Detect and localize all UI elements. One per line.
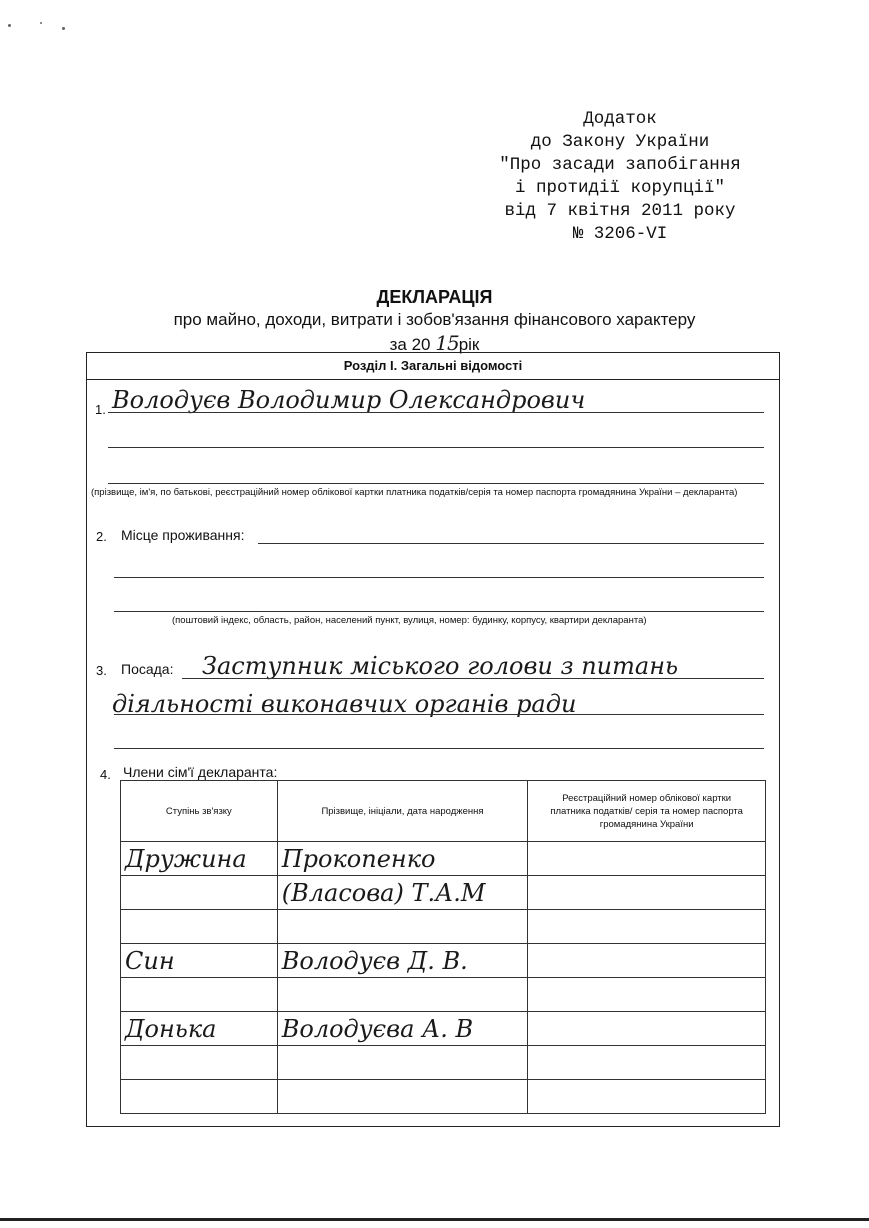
cell-name: [277, 1012, 528, 1046]
cell-relation: [121, 944, 278, 978]
appendix-line: до Закону України: [530, 132, 710, 152]
table-header-row: [121, 781, 766, 842]
field1-number: 1.: [95, 402, 106, 417]
cell-name: [277, 978, 528, 1012]
table-row: [121, 1046, 766, 1080]
field3-line: [114, 748, 764, 749]
cell-registration: [528, 1012, 766, 1046]
header-registration: Реєстраційний номер облікової картки платника податків/ серія та номер паспорта громадянина України: [528, 781, 766, 842]
cell-name: [277, 1080, 528, 1114]
declaration-title: ДЕКЛАРАЦІЯ: [376, 287, 493, 307]
header-name: Прізвище, ініціали, дата народження: [277, 781, 528, 842]
cell-name: [277, 944, 528, 978]
field4-number: 4.: [100, 767, 111, 782]
cell-relation: [121, 842, 278, 876]
table-row: [121, 910, 766, 944]
cell-registration: [528, 910, 766, 944]
appendix-line: і протидії корупції": [514, 178, 726, 198]
table-row: [121, 876, 766, 910]
table-row: [121, 944, 766, 978]
scan-speck: [62, 27, 65, 30]
cell-registration: [528, 944, 766, 978]
name-handwritten: (Власова) Т.А.М: [281, 879, 486, 907]
relation-handwritten: Донька: [125, 1015, 217, 1043]
field3-line: [182, 678, 764, 679]
table-row: [121, 1012, 766, 1046]
name-handwritten: Прокопенко: [281, 845, 436, 873]
field1-name-handwritten: Володуєв Володимир Олександрович: [112, 386, 586, 414]
field3-line: [114, 714, 764, 715]
table-row: [121, 978, 766, 1012]
cell-relation: [121, 1012, 278, 1046]
declaration-subtitle: про майно, доходи, витрати і зобов'язання фінансового характеру: [173, 310, 696, 329]
cell-relation: [121, 978, 278, 1012]
field1-line: [108, 447, 764, 448]
table-row: [121, 842, 766, 876]
cell-registration: [528, 1080, 766, 1114]
table-row: [121, 1080, 766, 1114]
section-title: Розділ І. Загальні відомості: [87, 353, 779, 380]
field2-number: 2.: [96, 529, 107, 544]
field4-label: Члени сім'ї декларанта:: [123, 764, 278, 780]
relation-handwritten: Син: [125, 947, 175, 975]
cell-relation: [121, 876, 278, 910]
field2-line: [114, 577, 764, 578]
name-handwritten: Володуєв Д. В.: [281, 947, 468, 975]
appendix-line: від 7 квітня 2011 року: [504, 201, 736, 221]
name-handwritten: Володуєва А. В: [281, 1015, 474, 1043]
year-prefix: за 20: [389, 335, 431, 354]
field3-label: Посада:: [121, 661, 174, 677]
scan-speck: [40, 22, 42, 24]
field3-position-line2: діяльності виконавчих органів ради: [112, 690, 577, 718]
field1-line: [108, 483, 764, 484]
field2-label: Місце проживання:: [121, 527, 245, 543]
header-relation: Ступінь зв'язку: [121, 781, 278, 842]
cell-name: [277, 876, 528, 910]
cell-name: [277, 842, 528, 876]
appendix-line: Додаток: [583, 109, 657, 129]
year-suffix: рік: [458, 335, 480, 354]
appendix-block: [440, 108, 800, 246]
cell-relation: [121, 1080, 278, 1114]
cell-relation: [121, 910, 278, 944]
scan-speck: [8, 24, 11, 27]
relation-handwritten: Дружина: [125, 845, 247, 873]
field3-number: 3.: [96, 663, 107, 678]
cell-registration: [528, 876, 766, 910]
field2-line: [258, 543, 764, 544]
year-handwritten: 15: [435, 331, 459, 355]
cell-relation: [121, 1046, 278, 1080]
cell-registration: [528, 978, 766, 1012]
field1-caption: (прізвище, ім'я, по батькові, реєстраційний номер облікової картки платника податків/серія та номер паспорта громадянина України – декларанта): [91, 487, 738, 498]
cell-name: [277, 910, 528, 944]
field2-line: [114, 611, 764, 612]
appendix-line: № 3206-VI: [572, 224, 668, 244]
appendix-line: "Про засади запобігання: [499, 155, 741, 175]
field2-caption: (поштовий індекс, область, район, населений пункт, вулиця, номер: будинку, корпусу, квартири декларанта): [172, 615, 647, 626]
cell-registration: [528, 842, 766, 876]
field3-position-line1: Заступник міського голови з питань: [202, 652, 679, 680]
family-members-table: [120, 780, 766, 1114]
cell-name: [277, 1046, 528, 1080]
cell-registration: [528, 1046, 766, 1080]
field1-line: [108, 412, 764, 413]
scan-bottom-edge: [0, 1218, 869, 1221]
